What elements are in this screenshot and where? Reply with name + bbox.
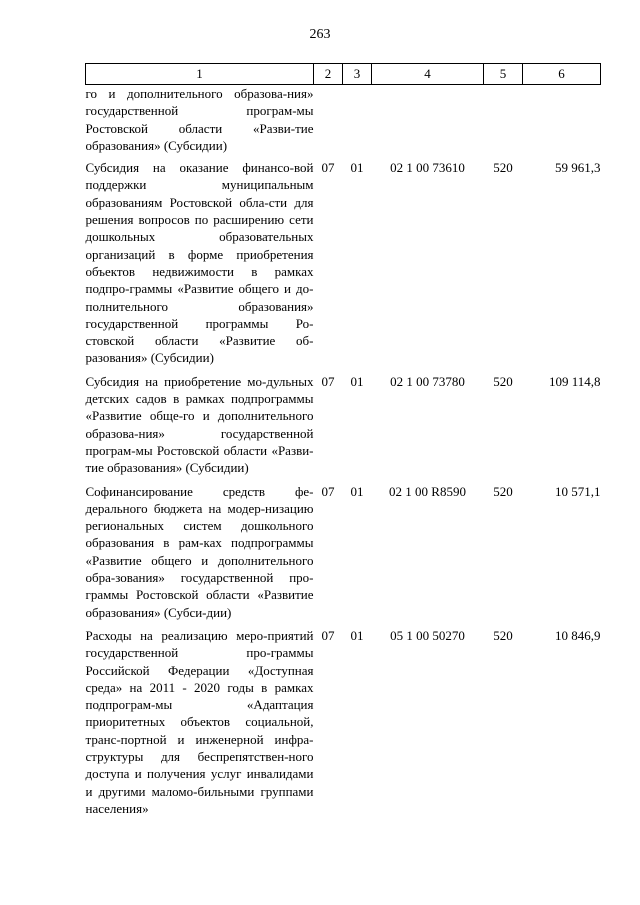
column-header-3: 3 xyxy=(343,64,372,85)
amount-cell xyxy=(523,85,601,160)
expense-type-cell: 520 xyxy=(493,373,513,389)
expense-type-cell: 520 xyxy=(493,627,513,643)
target-article-cell: 02 1 00 73780 xyxy=(390,373,465,389)
section-cell: 07 xyxy=(321,160,335,176)
target-article-cell: 05 1 00 50270 xyxy=(390,627,465,643)
row-name-cell: Субсидия на приобретение мо-дульных детских садов в рамках подпрограммы «Развитие обще-го и дополнительного образова-ния» государственной програм-мы Ростовской области «Разви-тие образования» (Субсидии) xyxy=(85,373,314,476)
table-row xyxy=(86,85,601,160)
row-name-cell: Софинансирование средств фе-дерального бюджета на модер-низацию региональных систем дошкольного образования в рам-ках подпрограммы «Развитие общего и дополнительного обра-зования» государственной про-граммы Ростовской области «Развитие образования» (Субси-дии) xyxy=(85,483,314,620)
column-header-4: 4 xyxy=(372,64,484,85)
target-article-cell: 02 1 00 73610 xyxy=(390,160,465,176)
column-header-6: 6 xyxy=(523,64,601,85)
section-cell: 07 xyxy=(321,373,335,389)
column-header-2: 2 xyxy=(314,64,343,85)
row-name-cell: го и дополнительного образова-ния» государственной програм-мы Ростовской области «Разви-тие образования» (Субсидии) xyxy=(85,86,314,153)
page-number: 263 xyxy=(309,27,331,42)
budget-table xyxy=(85,63,601,823)
subsection-cell: 01 xyxy=(350,627,364,643)
expense-type-cell xyxy=(484,85,523,160)
table-row xyxy=(86,373,601,483)
section-cell: 07 xyxy=(321,627,335,643)
amount-cell: 10 846,9 xyxy=(555,627,601,643)
table-header-row xyxy=(86,64,601,85)
expense-type-cell: 520 xyxy=(493,483,513,499)
column-header-1: 1 xyxy=(86,64,314,85)
section-cell: 07 xyxy=(321,483,335,499)
subsection-cell xyxy=(343,85,372,160)
amount-cell: 10 571,1 xyxy=(555,483,601,499)
table-row xyxy=(86,159,601,373)
expense-type-cell: 520 xyxy=(493,160,513,176)
target-article-cell: 02 1 00 R8590 xyxy=(389,483,466,499)
column-header-5: 5 xyxy=(484,64,523,85)
subsection-cell: 01 xyxy=(350,483,364,499)
subsection-cell: 01 xyxy=(350,160,364,176)
target-article-cell xyxy=(372,85,484,160)
subsection-cell: 01 xyxy=(350,373,364,389)
table-row xyxy=(86,483,601,627)
amount-cell: 59 961,3 xyxy=(555,160,601,176)
table-row xyxy=(86,627,601,823)
amount-cell: 109 114,8 xyxy=(548,373,601,389)
section-cell xyxy=(314,85,343,160)
row-name-cell: Расходы на реализацию меро-приятий государственной про-граммы Российской Федерации «Доступная среда» на 2011 - 2020 годы в рамках подпрограм-мы «Адаптация приоритетных объектов социальной, транс-портной и инженерной инфра-структуры для беспрепятствен-ного доступа и получения услуг инвалидами и другими маломо-бильными группами населения» xyxy=(85,627,314,816)
row-name-cell: Субсидия на оказание финансо-вой поддержки муниципальным образованиям Ростовской обла-сти для решения вопросов по расширению сети дошкольных образовательных организаций в форме приобретения объектов недвижимости в рамках подпро-граммы «Развитие общего и до-полнительного образования» государственной программы Ро-стовской области «Развитие об-разования» (Субсидии) xyxy=(85,160,314,366)
